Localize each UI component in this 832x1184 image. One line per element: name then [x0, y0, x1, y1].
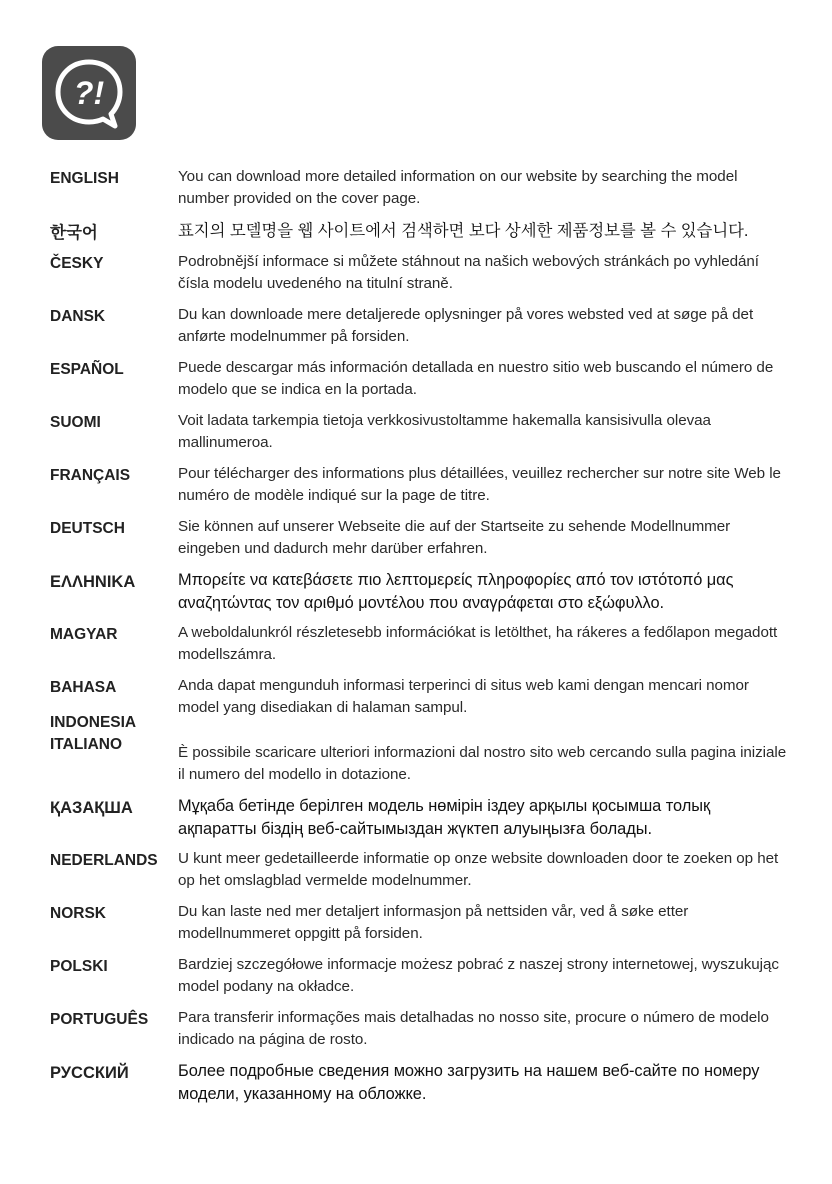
entry-text: Μπορείτε να κατεβάσετε πιο λεπτομερείς πληροφορίες από τον ιστότοπό μας αναζητώντας τον αριθμό μοντέλου που αναγράφεται στο εξώφυλλο.	[178, 571, 734, 612]
question-exclamation-speech-icon	[42, 46, 136, 140]
entry-text: Para transferir informações mais detalhadas no nosso site, procure o número de modelo indicado na página de rosto.	[178, 1009, 769, 1048]
entry-text: U kunt meer gedetailleerde informatie op onze website downloaden door te zoeken op het op het omslagblad vermelde modelnummer.	[178, 850, 779, 889]
entry-text: Du kan downloade mere detaljerede oplysninger på vores websted ved at søge på det anførte modelnummer på forsiden.	[178, 306, 754, 345]
lang-label: 한국어	[50, 224, 98, 242]
entry-text: Du kan laste ned mer detaljert informasjon på nettsiden vår, ved å søke etter modellnummeret oppgitt på forsiden.	[178, 903, 689, 942]
entry-polish	[50, 954, 790, 1007]
svg-text:?!: ?!	[73, 75, 105, 111]
lang-label-line2: INDONESIA	[50, 714, 137, 731]
entry-finnish	[50, 410, 790, 463]
entry-dutch	[50, 848, 790, 901]
entry-czech	[50, 251, 790, 304]
lang-label: ESPAÑOL	[50, 361, 124, 378]
entry-russian	[50, 1060, 790, 1113]
lang-label: FRANÇAIS	[50, 467, 131, 484]
lang-label: SUOMI	[50, 414, 101, 431]
lang-label: MAGYAR	[50, 626, 118, 643]
entry-text: Pour télécharger des informations plus détaillées, veuillez rechercher sur notre site Web le numéro de modèle indiqué sur la page de titre.	[178, 465, 781, 504]
lang-label: РУССКИЙ	[50, 1064, 129, 1082]
entry-text: Podrobnější informace si můžete stáhnout na našich webových stránkách po vyhledání čísla modelu uvedeného na titulní straně.	[178, 253, 759, 292]
language-list	[50, 166, 790, 1113]
lang-label: DANSK	[50, 308, 106, 325]
lang-label: ENGLISH	[50, 170, 119, 187]
entry-danish	[50, 304, 790, 357]
entry-spanish	[50, 357, 790, 410]
entry-english	[50, 166, 790, 220]
lang-label-line1: BAHASA	[50, 679, 117, 696]
entry-text: Puede descargar más información detallada en nuestro sitio web buscando el número de modelo que se indica en la portada.	[178, 359, 774, 398]
entry-text: Bardziej szczegółowe informacje możesz pobrać z naszej strony internetowej, wyszukując model podany na okładce.	[178, 956, 779, 995]
lang-label: NEDERLANDS	[50, 852, 158, 869]
entry-greek	[50, 569, 790, 622]
entry-norwegian	[50, 901, 790, 954]
lang-label: DEUTSCH	[50, 520, 125, 537]
entry-italian	[50, 736, 790, 795]
entry-text: 표지의 모델명을 웹 사이트에서 검색하면 보다 상세한 제품정보를 볼 수 있습니다.	[178, 222, 749, 240]
entry-korean	[50, 220, 790, 251]
lang-label: PORTUGUÊS	[50, 1011, 149, 1028]
entry-text: Voit ladata tarkempia tietoja verkkosivustoltamme hakemalla kansisivulla olevaa mallinumeroa.	[178, 412, 711, 451]
entry-text: È possibile scaricare ulteriori informazioni dal nostro sito web cercando sulla pagina iniziale il numero del modello in dotazione.	[178, 744, 787, 783]
logo	[42, 46, 136, 140]
entry-french	[50, 463, 790, 516]
lang-label: ΕΛΛΗΝΙΚΑ	[50, 573, 136, 591]
entry-text: A weboldalunkról részletesebb információkat is letölthet, ha rákeres a fedőlapon megadott modellszámra.	[178, 624, 778, 663]
entry-hungarian	[50, 622, 790, 675]
entry-text: Anda dapat mengunduh informasi terperinci di situs web kami dengan mencari nomor model yang disediakan di halaman sampul.	[178, 677, 749, 716]
lang-label: ČESKY	[50, 255, 104, 272]
entry-portuguese	[50, 1007, 790, 1060]
entry-text: Sie können auf unserer Webseite die auf der Startseite zu sehende Modellnummer eingeben und dadurch mehr darüber erfahren.	[178, 518, 731, 557]
entry-text: Более подробные сведения можно загрузить на нашем веб-сайте по номеру модели, указанному на обложке.	[178, 1062, 760, 1103]
entry-kazakh	[50, 795, 790, 848]
entry-text: You can download more detailed information on our website by searching the model number provided on the cover page.	[178, 168, 738, 207]
entry-german	[50, 516, 790, 569]
entry-text: Мұқаба бетінде берілген модель нөмірін іздеу арқылы қосымша толық ақпаратты біздің веб-сайтымыздан жүктеп алуыңызға болады.	[178, 797, 711, 838]
lang-label: ITALIANO	[50, 736, 123, 753]
lang-label: POLSKI	[50, 958, 108, 975]
lang-label: ҚАЗАҚША	[50, 799, 133, 817]
lang-label: NORSK	[50, 905, 106, 922]
lang-label	[50, 675, 178, 734]
